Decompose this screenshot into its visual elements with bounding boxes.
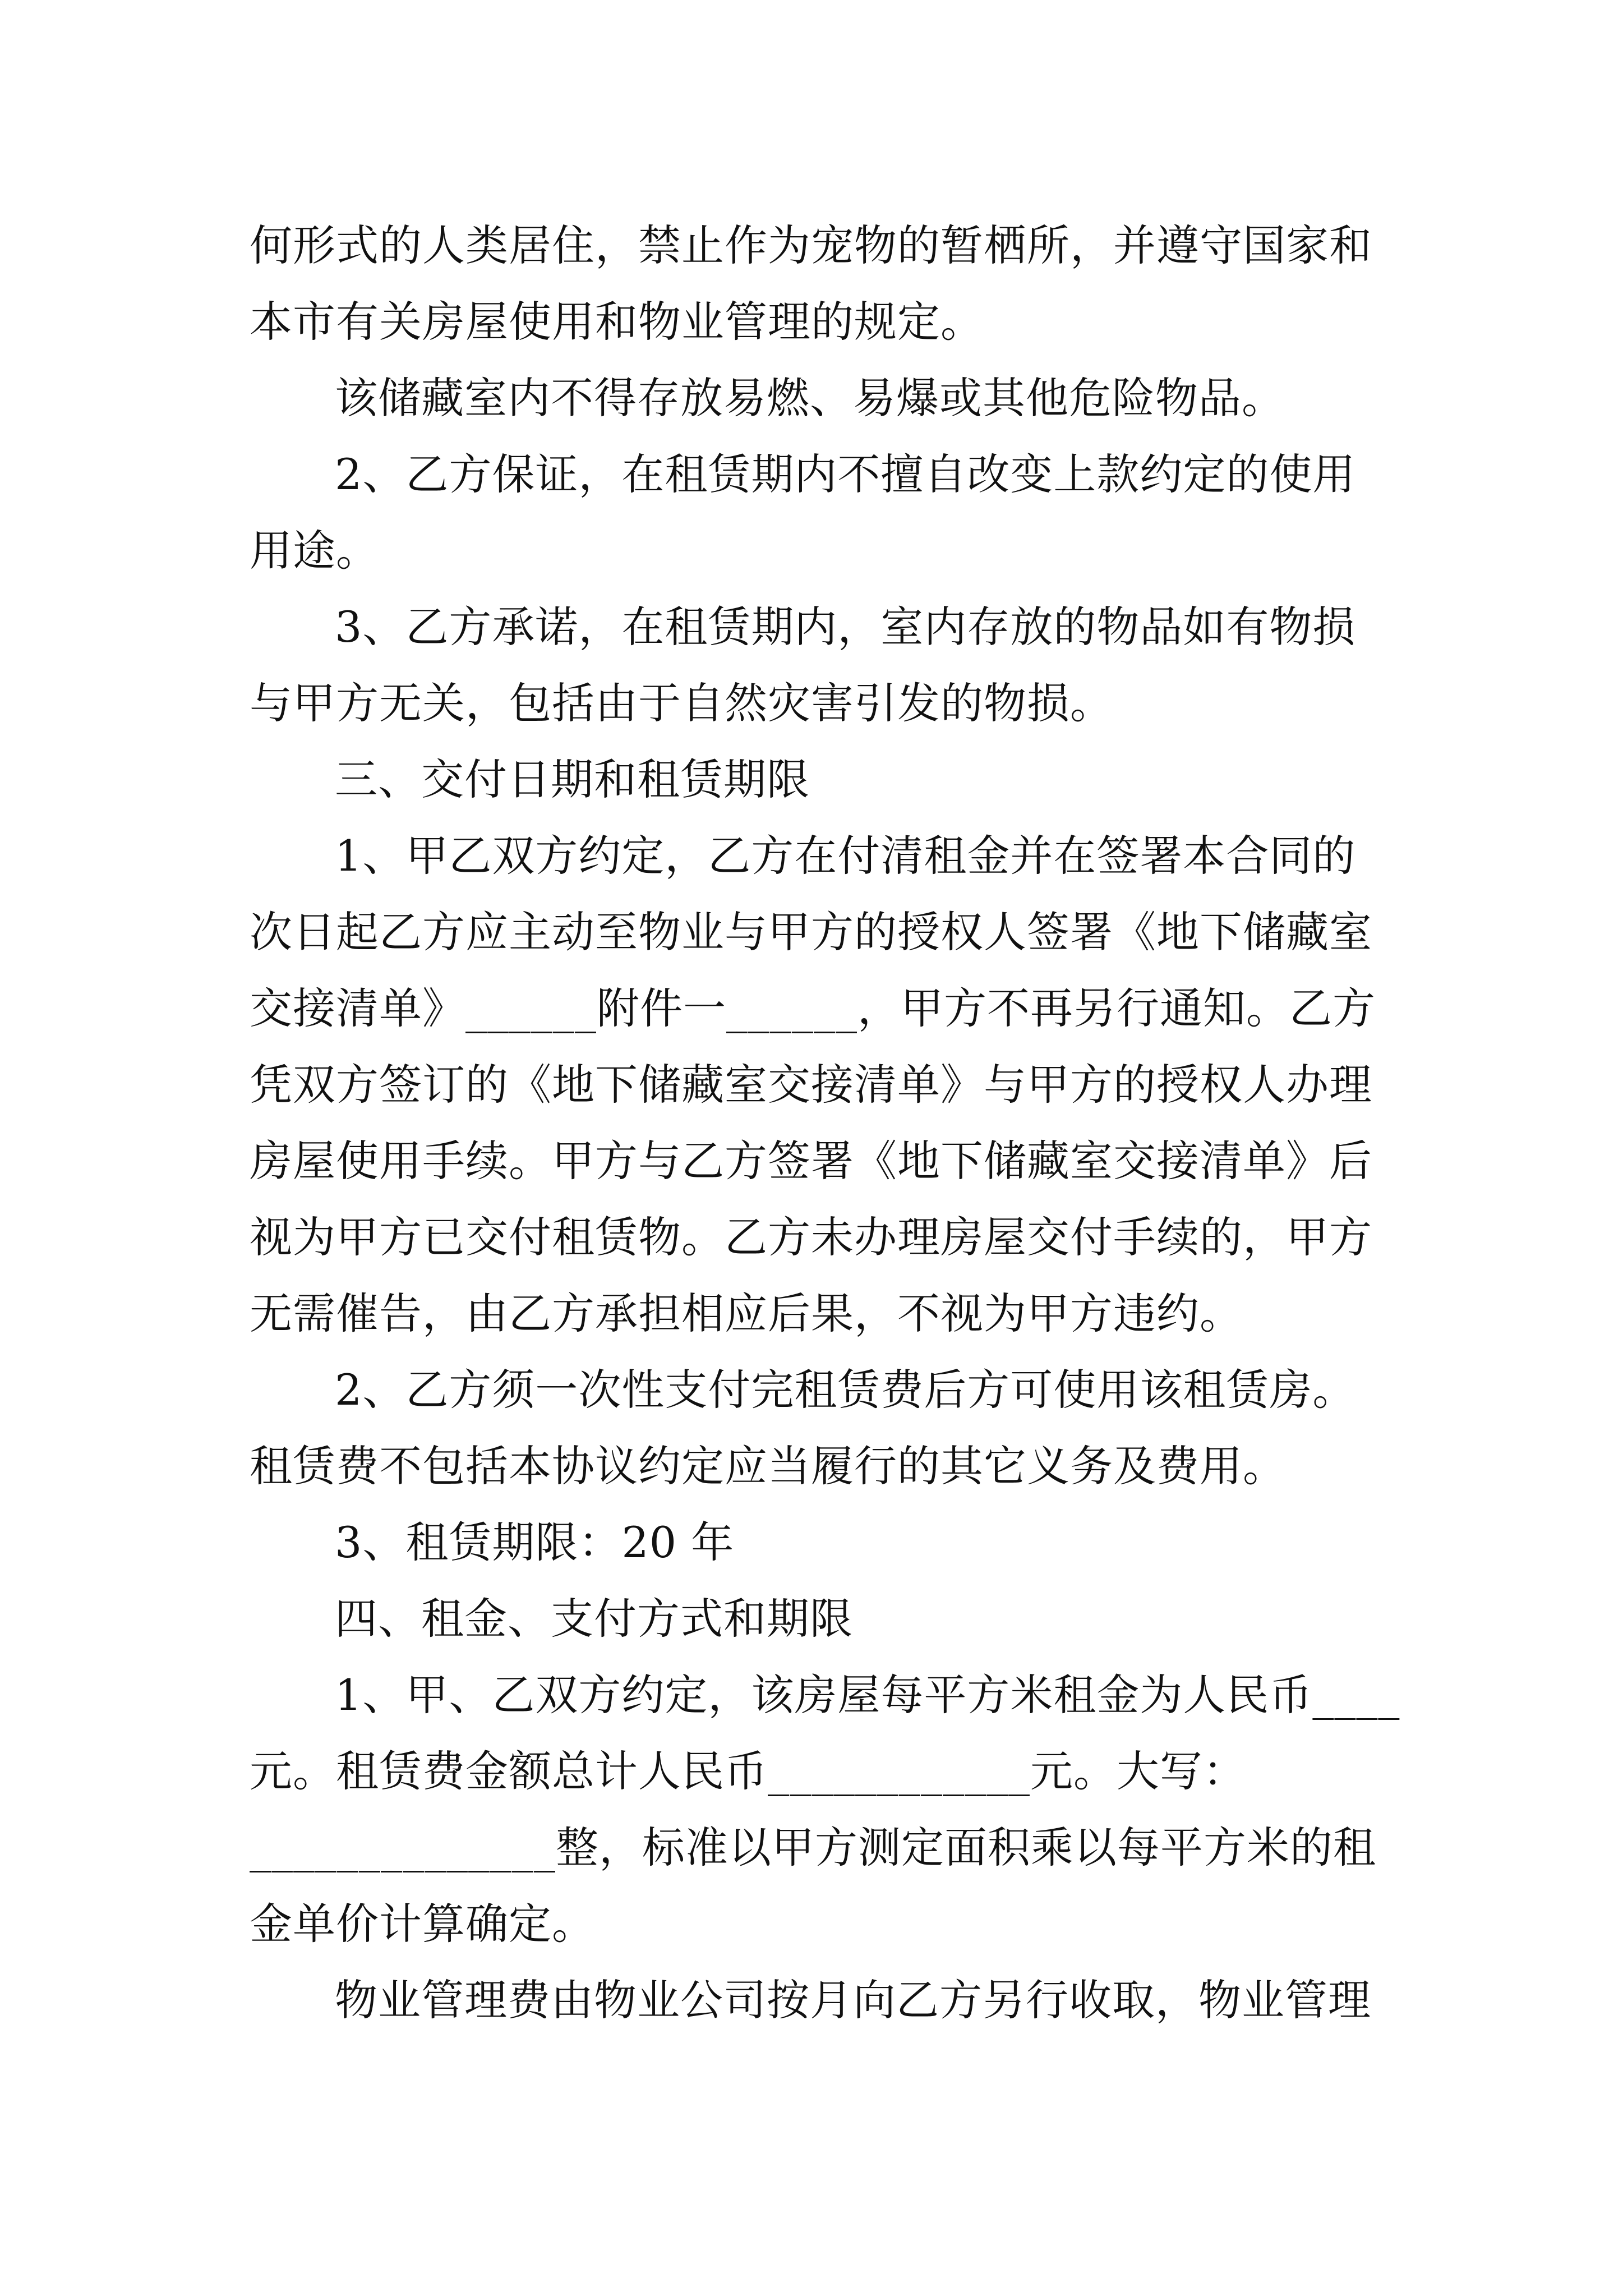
paragraph-line: 3、乙方承诺，在租赁期内，室内存放的物品如有物损 xyxy=(335,602,1356,652)
paragraph-line: 视为甲方已交付租赁物。乙方未办理房屋交付手续的，甲方 xyxy=(250,1212,1372,1262)
paragraph-line: 无需催告，由乙方承担相应后果，不视为甲方违约。 xyxy=(250,1289,1243,1338)
paragraph-line: 交接清单》______附件一______，甲方不再另行通知。乙方 xyxy=(250,983,1376,1033)
paragraph-line: 何形式的人类居住，禁止作为宠物的暂栖所，并遵守国家和 xyxy=(250,220,1372,270)
paragraph-line: 本市有关房屋使用和物业管理的规定。 xyxy=(250,297,984,347)
paragraph-line: 物业管理费由物业公司按月向乙方另行收取，物业管理 xyxy=(335,1975,1371,2025)
section-heading: 三、交付日期和租赁期限 xyxy=(335,754,810,804)
paragraph-line: 1、甲乙双方约定，乙方在付清租金并在签署本合同的 xyxy=(335,831,1356,881)
paragraph-line: ______________整，标准以甲方测定面积乘以每平方米的租 xyxy=(250,1823,1376,1872)
paragraph-line: 凭双方签订的《地下储藏室交接清单》与甲方的授权人办理 xyxy=(250,1060,1372,1110)
paragraph-line: 该储藏室内不得存放易燃、易爆或其他危险物品。 xyxy=(335,373,1285,423)
paragraph-line: 2、乙方须一次性支付完租赁费后方可使用该租赁房。 xyxy=(335,1365,1356,1415)
paragraph-line: 元。租赁费金额总计人民币____________元。大写： xyxy=(250,1746,1246,1796)
paragraph-line: 与甲方无关，包括由于自然灾害引发的物损。 xyxy=(250,678,1113,728)
document-page xyxy=(250,208,1400,2039)
section-heading: 四、租金、支付方式和期限 xyxy=(335,1594,853,1644)
paragraph-line: 2、乙方保证，在租赁期内不擅自改变上款约定的使用 xyxy=(335,449,1356,499)
paragraph-line: 3、租赁期限：20 年 xyxy=(335,1517,735,1567)
paragraph-line: 房屋使用手续。甲方与乙方签署《地下储藏室交接清单》后 xyxy=(250,1136,1372,1186)
paragraph-line: 租赁费不包括本协议约定应当履行的其它义务及费用。 xyxy=(250,1441,1286,1491)
paragraph-line: 次日起乙方应主动至物业与甲方的授权人签署《地下储藏室 xyxy=(250,907,1372,957)
paragraph-line: 1、甲、乙双方约定，该房屋每平方米租金为人民币____ xyxy=(335,1670,1400,1720)
paragraph-line: 金单价计算确定。 xyxy=(250,1899,595,1949)
paragraph-line: 用途。 xyxy=(250,526,379,576)
